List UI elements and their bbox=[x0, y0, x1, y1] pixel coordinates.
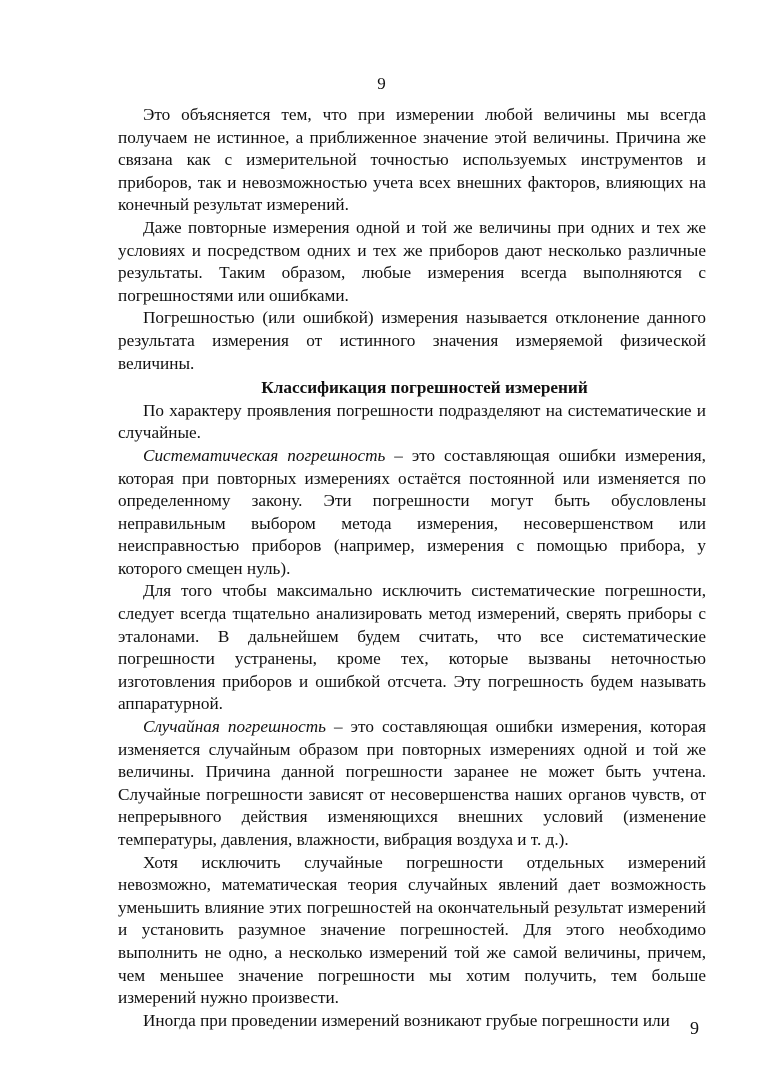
term-systematic-error: Систематическая погрешность bbox=[143, 445, 386, 465]
paragraph-6: Для того чтобы максимально исключить систематические погрешности, следует всегда тщательно анализировать метод измерений, сверять приборы с эталонами. В дальнейшем будем считать, что все систематические погрешности устранены, кроме тех, которые вызваны неточностью изготовления приборов и ошибкой отсчета. Эту погрешность будем называть аппаратурной. bbox=[118, 581, 706, 714]
page-number-top: 9 bbox=[377, 74, 386, 93]
paragraph-8: Хотя исключить случайные погрешности отдельных измерений невозможно, математическая теория случайных явлений дает возможность уменьшить влияние этих погрешностей на окончательный результат измерений и установить разумное значение погрешностей. Для этого необходимо выполнить не одно, а несколько измерений той же самой величины, причем, чем меньшее значение погрешности мы хотим получить, тем больше измерений нужно произвести. bbox=[118, 852, 706, 1008]
paragraph-7-text: – это составляющая ошибки измерения, которая изменяется случайным образом при повторных измерениях одной и той же величины. Причина данной погрешности заранее не может быть учтена. Случайные погрешности зависят от несовершенства наших органов чувств, от непрерывного действия изменяющихся внешних условий (изменение температуры, давления, влажности, вибрация воздуха и т. д.). bbox=[118, 717, 706, 849]
paragraph-2: Даже повторные измерения одной и той же величины при одних и тех же условиях и посредством одних и тех же приборов дают несколько различные результаты. Таким образом, любые измерения всегда выполняются с погрешностями или ошибками. bbox=[118, 217, 706, 305]
paragraph-3: Погрешностью (или ошибкой) измерения называется отклонение данного результата измерения от истинного значения измеряемой физической величины. bbox=[118, 308, 706, 373]
body-text bbox=[118, 104, 706, 1032]
section-heading: Классификация погрешностей измерений bbox=[261, 378, 588, 398]
paragraph-7 bbox=[118, 716, 706, 852]
paragraph-5-text: – это составляющая ошибки измерения, которая при повторных измерениях остаётся постоянной или изменяется по определенному закону. Эти погрешности могут быть обусловлены неправильным выбором метода измерения, несовершенством или неисправностью приборов (например, измерения с помощью прибора, у которого смещен нуль). bbox=[118, 445, 706, 578]
paragraph-1: Это объясняется тем, что при измерении любой величины мы всегда получаем не истинное, а приближенное значение этой величины. Причина же связана как с измерительной точностью используемых инструментов и приборов, так и невозможностью учета всех внешних факторов, влияющих на конечный результат измерений. bbox=[118, 105, 706, 215]
page-number-bottom: 9 bbox=[690, 1018, 699, 1038]
paragraph-4: По характеру проявления погрешности подразделяют на систематические и случайные. bbox=[118, 400, 706, 443]
paragraph-9: Иногда при проведении измерений возникают грубые погрешности или bbox=[143, 1010, 670, 1030]
paragraph-5 bbox=[118, 445, 706, 581]
term-random-error: Случайная погрешность bbox=[143, 717, 326, 737]
